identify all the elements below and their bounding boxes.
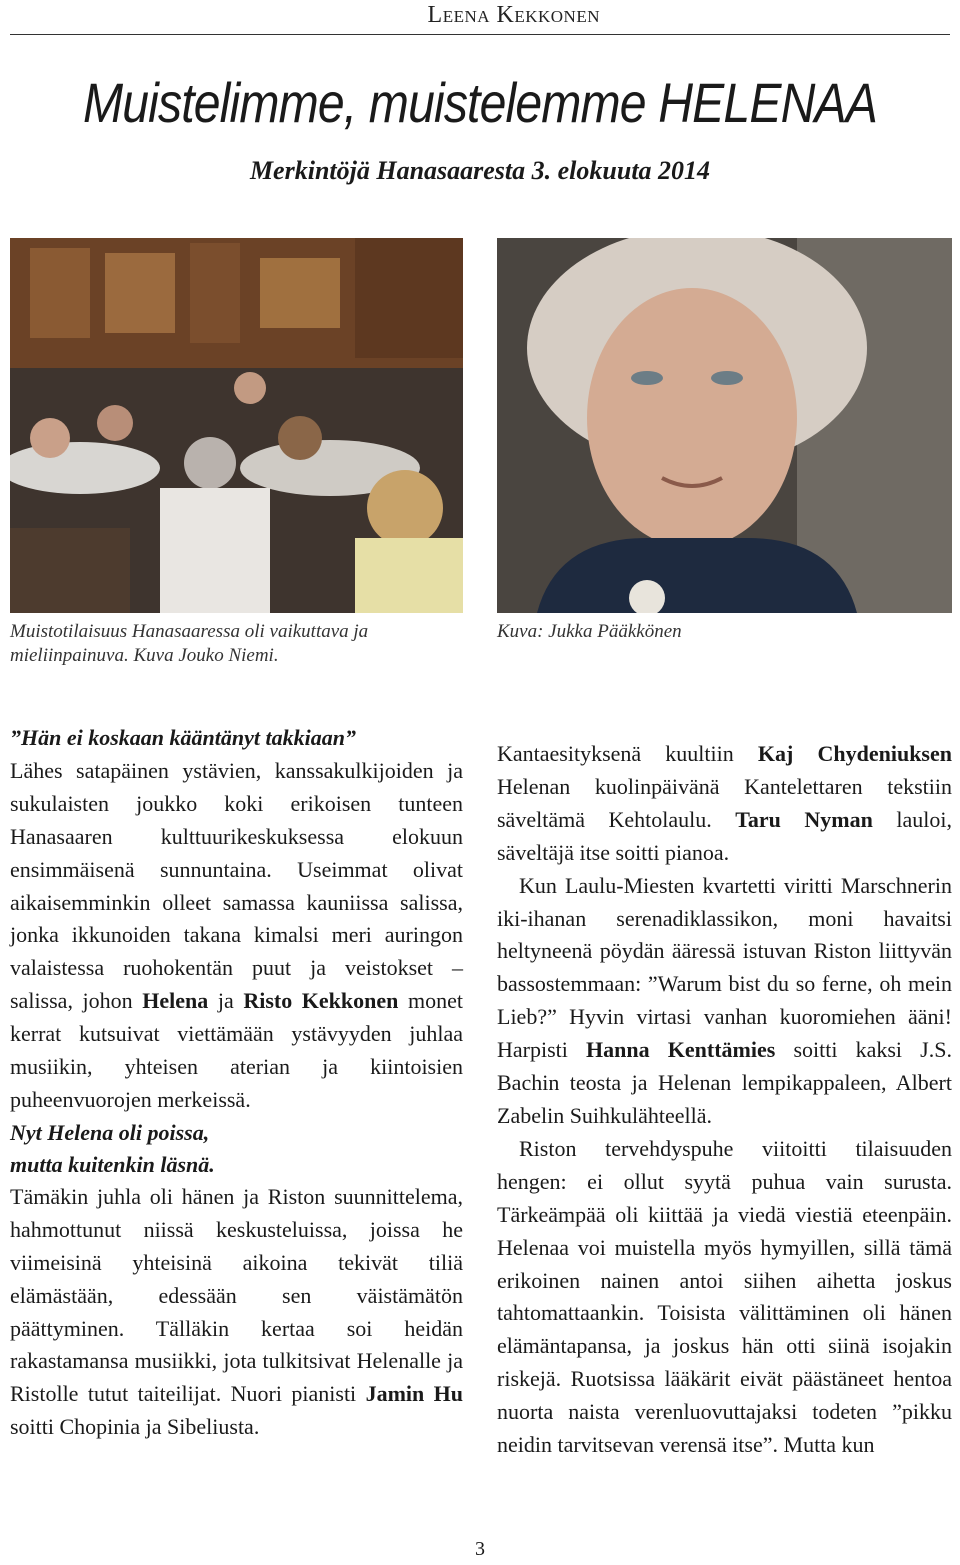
right-paragraph-3: Riston tervehdyspuhe viitoitti tilaisuuden hengen: ei ollut syytä puhua vain surusta. Tärkeämpää oli kiittää ja viedä viestiä eteenpäin. Helenaa voi muistella myös hymyillen, sillä tämä erikoinen nainen antoi siihen aihetta joskus tahtomattaankin. Toisista välittäminen oli hänen elämäntapansa, ja joskus hän otti siinä isojakin riskejä. Ruotsissa lääkärit eivät päästäneet hentoa nuorta naista verenluovuttajaksi todeten ”pikku neidin tarvitsevan verensä itse”. Mutta kun bbox=[497, 1135, 952, 1458]
left-caption-line2: mieliinpainuva. Kuva Jouko Niemi. bbox=[10, 645, 279, 666]
rp1-end: lauloi, säveltäjä itse soitti pianoa. bbox=[497, 806, 952, 865]
rp2-end: soitti kaksi J.S. Bachin teosta ja Helenan lempikappaleen, Albert Zabelin Suihkulähteellä. bbox=[497, 1037, 952, 1128]
right-photo-caption: Kuva: Jukka Pääkkönen bbox=[497, 621, 682, 642]
name-taru: Taru Nyman bbox=[735, 806, 873, 832]
name-risto: Risto Kekkonen bbox=[243, 988, 399, 1014]
running-head: Leena Kekkonen bbox=[427, 2, 600, 28]
p1-ja: ja bbox=[208, 988, 244, 1014]
article-subtitle: Merkintöjä Hanasaaresta 3. elokuuta 2014 bbox=[249, 156, 711, 185]
name-helena: Helena bbox=[142, 988, 209, 1014]
p1-text: Lähes satapäinen ystävien, kanssakulkijoiden ja sukulaisten joukko koki erikoisen tunteen Hanasaaren kulttuurikeskuksessa elokuun ensimmäisenä sunnuntaina. Useimmat olivat aikaisemminkin olleet samassa kauniissa salissa, jonka ikkunoiden takana kimalsi meri auringon valaistessa ruohokentän puut ja veistokset – salissa, johon bbox=[10, 757, 463, 1014]
name-kaj: Kaj Chydeniuksen bbox=[757, 741, 952, 766]
section-heading-2 bbox=[10, 1117, 463, 1181]
rp1-start: Kantaesityksenä kuultiin bbox=[497, 741, 758, 766]
paragraph-1 bbox=[10, 755, 463, 1117]
right-paragraph-1 bbox=[497, 738, 952, 870]
paragraph-2 bbox=[10, 1181, 463, 1444]
right-paragraph-2 bbox=[497, 870, 952, 1133]
event-hall-photo bbox=[10, 238, 463, 613]
heading2-line1: Nyt Helena oli poissa, bbox=[10, 1119, 210, 1145]
heading2-line2: mutta kuitenkin läsnä. bbox=[10, 1151, 215, 1177]
rp1-mid: Helenan kuolinpäivänä Kantelettaren tekstiin säveltämä Kehtolaulu. bbox=[497, 773, 952, 832]
header-rule bbox=[10, 34, 950, 35]
left-column bbox=[10, 722, 463, 1444]
left-photo-caption bbox=[10, 620, 460, 668]
article-title: Muistelimme, muistelemme HELENAA bbox=[82, 71, 878, 134]
portrait-photo bbox=[497, 238, 952, 613]
name-jamin: Jamin Hu bbox=[365, 1381, 463, 1407]
p2-text: Tämäkin juhla oli hänen ja Riston suunnittelema, hahmottunut niissä keskusteluissa, joissa he viimeisinä yhteisinä aikoina tekivät tiliä elämästään, edessään sen väistämätön päättyminen. Tälläkin kertaa soi heidän rakastamansa musiikki, jota tulkitsivat Helenalle ja Ristolle tutut taiteilijat. Nuori pianisti bbox=[10, 1183, 463, 1407]
p1-end: monet kerrat kutsuivat viettämään ystävyyden juhlaa musiikin, yhteisen aterian ja kiintoisien puheenvuorojen merkeissä. bbox=[10, 988, 463, 1112]
right-column bbox=[497, 738, 952, 1462]
left-caption-line1: Muistotilaisuus Hanasaaressa oli vaikuttava ja bbox=[10, 621, 369, 642]
name-hanna: Hanna Kenttämies bbox=[586, 1037, 776, 1063]
rp2-start: Kun Laulu-Miesten kvartetti viritti Marschnerin iki-ihanan serenadiklassikon, moni havaitsi heltyneenä pöydän ääressä istuvan Riston liittyvän bassostemmaan: ”Warum bist du so ferne, oh mein Lieb?” Hyvin virtasi vanhan kuoromiehen ääni! Harpisti bbox=[497, 872, 952, 1063]
p2-end: soitti Chopinia ja Sibeliusta. bbox=[10, 1414, 260, 1440]
section-heading-1: ”Hän ei koskaan kääntänyt takkiaan” bbox=[10, 725, 356, 750]
page-number: 3 bbox=[475, 1538, 485, 1560]
